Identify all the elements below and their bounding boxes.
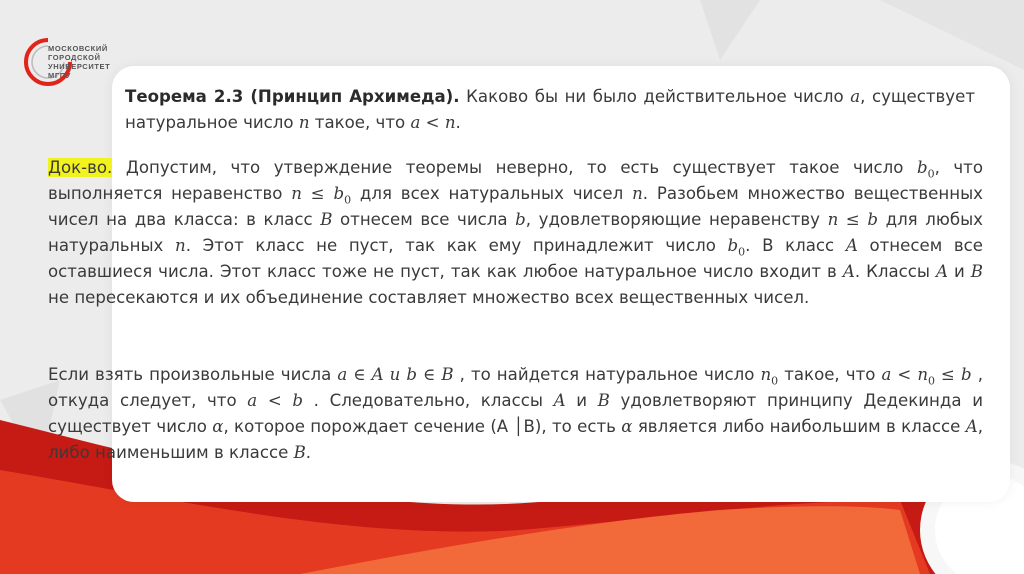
theorem-statement <box>125 84 975 136</box>
math-n: n <box>175 236 186 255</box>
logo-line-4: МГПУ <box>48 71 71 80</box>
logo-text <box>48 44 110 80</box>
proof-text: . Разобьем множество вещественных чисел на два класса: в класс <box>48 184 983 229</box>
math-subscript-0: 0 <box>927 167 935 181</box>
cont-text: и <box>383 365 407 384</box>
math-alpha: α <box>621 417 633 436</box>
math-A: A <box>936 262 948 281</box>
math-a-in-A: a ∈ A <box>337 365 384 384</box>
proof-text: не пересекаются и их объединение составляет множество всех вещественных чисел. <box>48 288 810 307</box>
math-B: B <box>970 262 983 281</box>
proof-paragraph <box>48 155 983 311</box>
cont-text: . Следовательно, классы <box>303 391 554 410</box>
cont-text: , либо наименьшим в классе <box>48 417 983 462</box>
math-B: B <box>293 443 306 462</box>
proof-text: Допустим, что утверждение теоремы неверно, то есть существует такое число <box>112 158 917 177</box>
math-n: n <box>632 184 643 203</box>
theorem-title: Теорема 2.3 (Принцип Архимеда). <box>125 87 460 106</box>
cont-text: , откуда следует, что <box>48 365 983 410</box>
math-alpha: α <box>212 417 224 436</box>
continuation-paragraph <box>48 362 983 466</box>
math-n: n <box>298 113 310 132</box>
math-n: n <box>760 365 772 384</box>
proof-text: , удовлетворяющие неравенству <box>525 210 828 229</box>
math-inequality: n ≤ b <box>291 184 345 203</box>
proof-text: . Классы <box>854 262 936 281</box>
math-inequality: a < n <box>881 365 929 384</box>
cont-text: , которое порождает сечение (A │B), то есть <box>223 417 622 436</box>
cont-text: Если взять произвольные числа <box>48 365 338 384</box>
math-A: A <box>553 391 566 410</box>
math-A: A <box>845 236 858 255</box>
logo-line-2: ГОРОДСКОЙ <box>48 53 101 62</box>
theorem-text: такое, что <box>309 113 411 132</box>
math-inequality: n ≤ b <box>827 210 878 229</box>
math-a: a <box>850 87 861 106</box>
cont-text: такое, что <box>778 365 882 384</box>
cont-text: , то найдется натуральное число <box>453 365 761 384</box>
proof-text: и <box>947 262 971 281</box>
theorem-text: Каково бы ни было действительное число <box>459 87 851 106</box>
proof-label: Док-во. <box>48 158 113 177</box>
theorem-text: , существует натуральное число <box>125 87 975 132</box>
math-b: b <box>727 236 739 255</box>
math-a-less-b: a < b <box>247 391 304 410</box>
theorem-text: . <box>455 113 461 132</box>
math-subscript-0: 0 <box>771 374 779 388</box>
math-a-less-n: a < n <box>410 113 456 132</box>
math-subscript-0: 0 <box>928 374 936 388</box>
math-subscript-0: 0 <box>738 245 746 259</box>
math-b: b <box>515 210 526 229</box>
cont-text: . <box>305 443 312 462</box>
proof-text: , что выполняется неравенство <box>48 158 983 203</box>
cont-text: и <box>565 391 598 410</box>
math-b: b <box>916 158 928 177</box>
math-B: B <box>320 210 333 229</box>
proof-text: . Этот класс не пуст, так как ему принадлежит число <box>185 236 728 255</box>
logo-line-3: УНИВЕРСИТЕТ <box>48 62 111 71</box>
math-subscript-0: 0 <box>344 193 352 207</box>
proof-text: . В класс <box>745 236 846 255</box>
proof-text: отнесем все числа <box>332 210 516 229</box>
math-b-in-B: b ∈ B <box>406 365 454 384</box>
cont-text: удовлетворяют принципу Дедекинда и существует число <box>48 391 983 436</box>
proof-text: отнесем все оставшиеся числа. Этот класс тоже не пуст, так как любое натуральное число входит в <box>48 236 983 281</box>
math-B: B <box>597 391 610 410</box>
cont-text: является либо наибольшим в классе <box>632 417 966 436</box>
logo-line-1: МОСКОВСКИЙ <box>48 44 108 53</box>
math-A: A <box>965 417 978 436</box>
math-inequality: ≤ b <box>935 365 972 384</box>
math-A: A <box>842 262 855 281</box>
proof-text: для любых натуральных <box>48 210 983 255</box>
proof-text: для всех натуральных чисел <box>351 184 633 203</box>
